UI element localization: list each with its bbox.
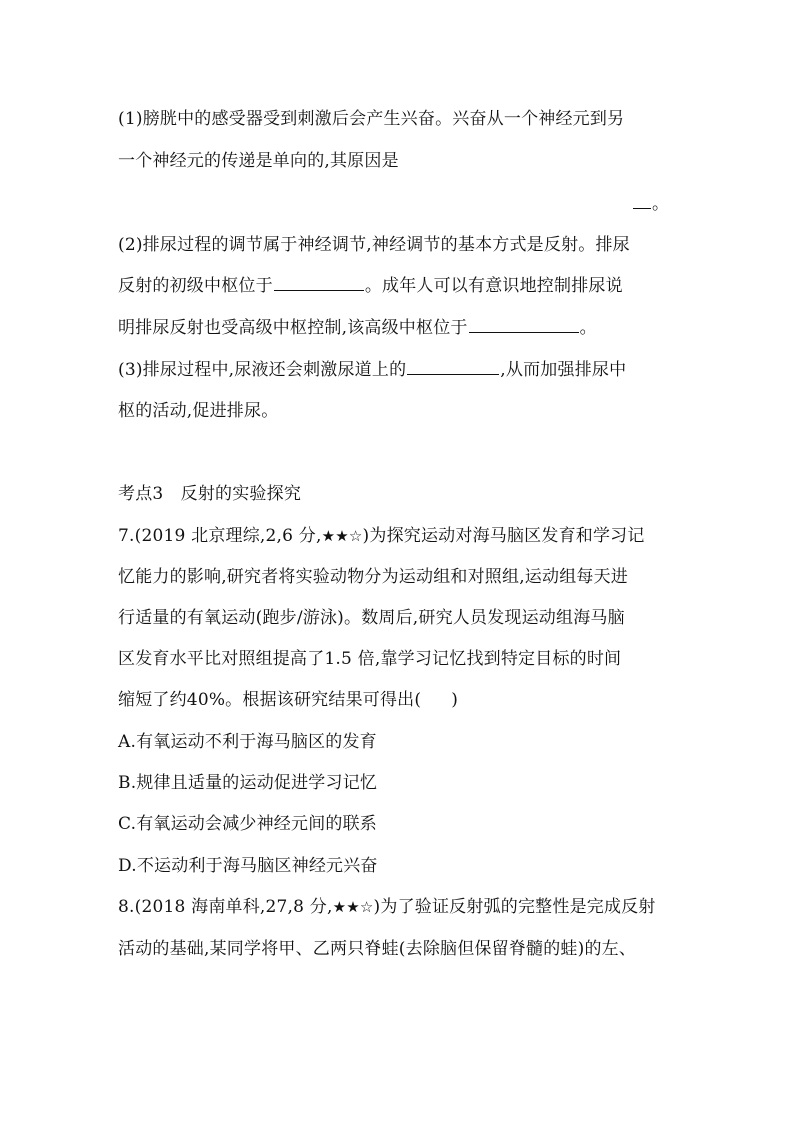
difficulty-stars-icon: ★★☆: [332, 898, 374, 916]
q7-line2: 忆能力的影响,研究者将实验动物分为运动组和对照组,运动组每天进: [118, 567, 629, 587]
q6-p2-line3: [118, 316, 597, 339]
q7-option-c: C.有氧运动会减少神经元间的联系: [118, 814, 378, 834]
q7-option-a: A.有氧运动不利于海马脑区的发育: [118, 732, 377, 752]
q7-line1: [118, 525, 645, 547]
q7-line1-a: 7.(2019 北京理综,2,6 分,: [118, 526, 322, 546]
q7-option-d: D.不运动利于海马脑区神经元兴奋: [118, 856, 378, 876]
q8-line1: [118, 896, 656, 918]
q6-p1-line2: 一个神经元的传递是单向的,其原因是: [118, 151, 399, 171]
q6-p2-line2-b: 。成年人可以有意识地控制排尿说: [364, 276, 623, 296]
section-heading: 考点3 反射的实验探究: [118, 484, 302, 504]
q8-line2: 活动的基础,某同学将甲、乙两只脊蛙(去除脑但保留脊髓的蛙)的左、: [118, 939, 637, 959]
answer-blank-1[interactable]: [633, 192, 651, 209]
q6-p2-line1: (2)排尿过程的调节属于神经调节,神经调节的基本方式是反射。排尿: [118, 235, 630, 255]
q7-line4: 区发育水平比对照组提高了1.5 倍,靠学习记忆找到特定目标的时间: [118, 649, 622, 669]
answer-blank-3[interactable]: [469, 316, 579, 333]
q6-p3-line1-a: (3)排尿过程中,尿液还会刺激尿道上的: [118, 360, 407, 380]
q7-line5-a: 缩短了约40%。根据该研究结果可得出(: [118, 690, 422, 710]
answer-blank-4[interactable]: [407, 358, 499, 375]
answer-blank-2[interactable]: [274, 274, 364, 291]
q7-option-b: B.规律且适量的运动促进学习记忆: [118, 773, 378, 793]
q6-p3-line1: [118, 358, 626, 381]
q6-p2-line3-a: 明排尿反射也受高级中枢控制,该高级中枢位于: [118, 318, 468, 338]
q7-line5: [118, 689, 458, 711]
q6-p1-line3-end: 。: [652, 194, 670, 214]
q7-line1-b: )为探究运动对海马脑区发育和学习记: [362, 526, 645, 546]
q7-line3: 行适量的有氧运动(跑步/游泳)。数周后,研究人员发现运动组海马脑: [118, 608, 625, 628]
q7-line5-b: ): [451, 690, 459, 710]
q6-p1-line1: (1)膀胱中的感受器受到刺激后会产生兴奋。兴奋从一个神经元到另: [118, 109, 625, 129]
q6-p1-line3: [632, 192, 669, 215]
q8-line1-a: 8.(2018 海南单科,27,8 分,: [118, 897, 333, 917]
q6-p2-line3-b: 。: [579, 318, 597, 338]
q6-p3-line2: 枢的活动,促进排尿。: [118, 401, 279, 421]
q6-p2-line2-a: 反射的初级中枢位于: [118, 276, 273, 296]
q8-line1-b: )为了验证反射弧的完整性是完成反射: [373, 897, 656, 917]
q6-p2-line2: [118, 274, 623, 297]
q6-p3-line1-b: ,从而加强排尿中: [500, 360, 627, 380]
difficulty-stars-icon: ★★☆: [321, 527, 363, 545]
